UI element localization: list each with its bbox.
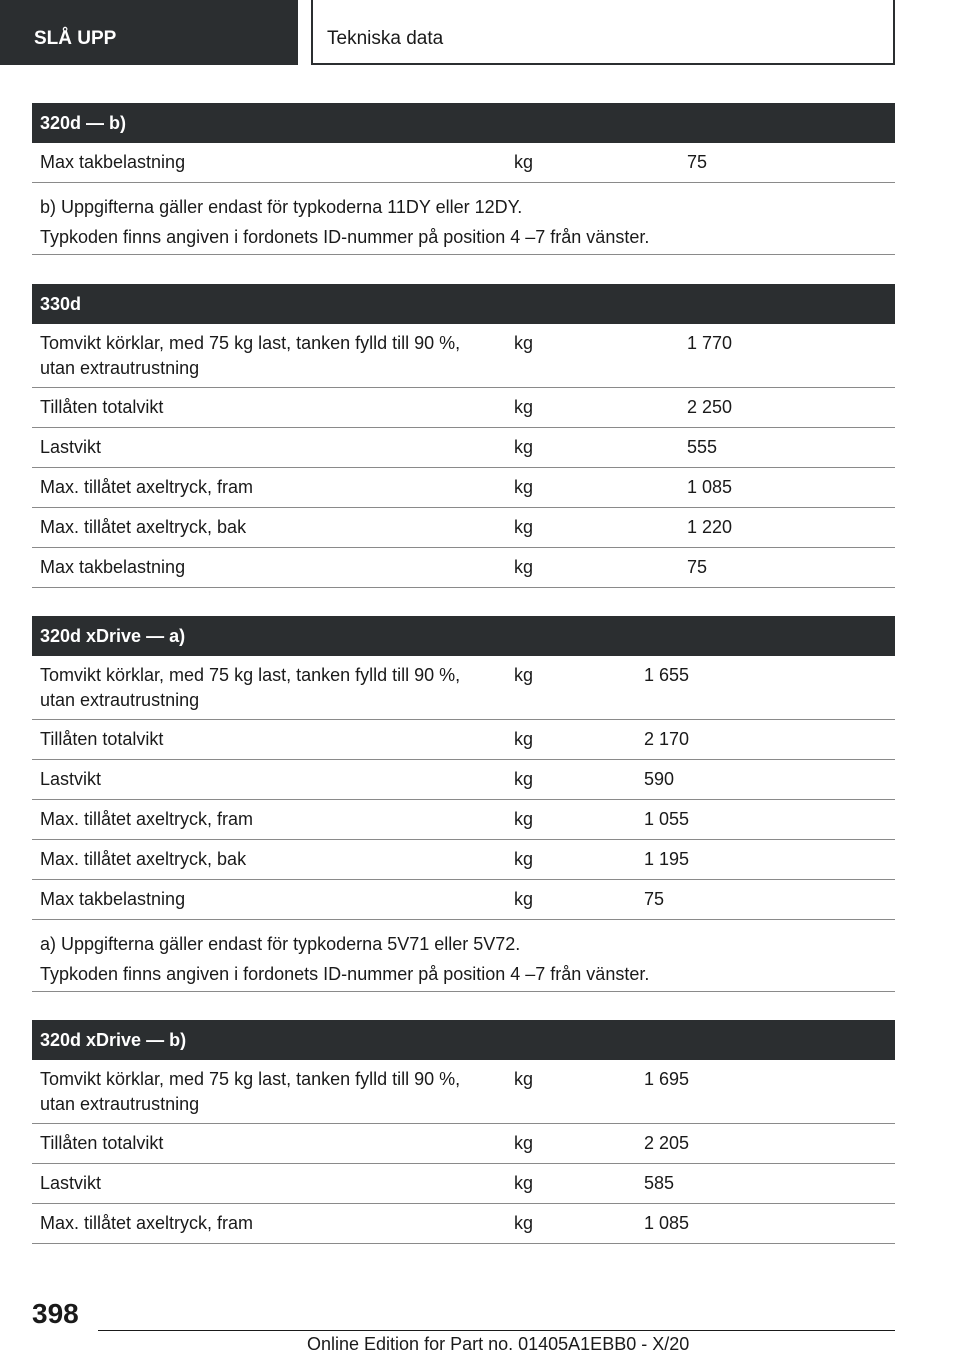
table-row <box>32 800 895 840</box>
section-tab[interactable]: SLÅ UPP <box>0 0 298 65</box>
row-unit: kg <box>514 769 534 789</box>
row-value: 590 <box>644 769 675 789</box>
table-row <box>32 143 895 183</box>
footer-divider <box>98 1330 895 1331</box>
table-title: 320d xDrive — a) <box>32 616 895 656</box>
table-row <box>32 840 895 880</box>
row-value: 1 085 <box>687 477 733 497</box>
table-row <box>32 428 895 468</box>
chapter-title: Tekniska data <box>311 0 895 65</box>
row-value: 1 195 <box>644 849 690 869</box>
table-row <box>32 880 895 920</box>
table-320d-xdrive-a <box>32 616 895 992</box>
footnote-line: a) Uppgifterna gäller endast för typkoderna 5V71 eller 5V72. <box>40 934 521 954</box>
row-label: Max. tillåtet axeltryck, bak <box>40 849 247 869</box>
table-330d <box>32 284 895 588</box>
row-value: 75 <box>644 889 665 909</box>
row-unit: kg <box>514 665 534 685</box>
row-label <box>40 331 510 381</box>
table-footnote <box>32 183 895 255</box>
row-value: 2 250 <box>687 397 733 417</box>
row-label-line: utan extrautrustning <box>40 1094 200 1114</box>
row-value: 1 055 <box>644 809 690 829</box>
row-unit: kg <box>514 397 534 417</box>
row-label <box>40 1067 510 1117</box>
row-unit: kg <box>514 333 534 353</box>
footer-edition: Online Edition for Part no. 01405A1EBB0 - X/20 <box>307 1334 690 1354</box>
row-label-line: Tomvikt körklar, med 75 kg last, tanken fylld till 90 %, <box>40 665 461 685</box>
row-value: 1 770 <box>687 333 733 353</box>
row-label-line: Tomvikt körklar, med 75 kg last, tanken fylld till 90 %, <box>40 1069 461 1089</box>
row-unit: kg <box>514 1173 534 1193</box>
table-title: 320d xDrive — b) <box>32 1020 895 1060</box>
table-row <box>32 656 895 720</box>
row-value: 1 085 <box>644 1213 690 1233</box>
row-label: Max. tillåtet axeltryck, fram <box>40 1213 254 1233</box>
table-row <box>32 468 895 508</box>
row-label: Max takbelastning <box>40 889 186 909</box>
row-unit: kg <box>514 809 534 829</box>
footnote-line: b) Uppgifterna gäller endast för typkoderna 11DY eller 12DY. <box>40 197 523 217</box>
table-row <box>32 388 895 428</box>
row-label: Tillåten totalvikt <box>40 729 164 749</box>
row-value: 555 <box>687 437 718 457</box>
row-label-line: utan extrautrustning <box>40 690 200 710</box>
row-unit: kg <box>514 437 534 457</box>
table-title: 320d — b) <box>32 103 895 143</box>
row-value: 75 <box>687 557 708 577</box>
row-label <box>40 663 510 713</box>
table-row <box>32 1164 895 1204</box>
table-320d-xdrive-b <box>32 1020 895 1244</box>
table-row <box>32 1204 895 1244</box>
row-unit: kg <box>514 152 534 172</box>
table-title: 330d <box>32 284 895 324</box>
table-row <box>32 508 895 548</box>
table-footnote <box>32 920 895 992</box>
row-label: Lastvikt <box>40 1173 102 1193</box>
row-label: Max takbelastning <box>40 152 186 172</box>
row-unit: kg <box>514 1133 534 1153</box>
row-value: 1 220 <box>687 517 733 537</box>
row-unit: kg <box>514 849 534 869</box>
row-value: 1 695 <box>644 1069 690 1089</box>
table-row <box>32 324 895 388</box>
row-unit: kg <box>514 729 534 749</box>
row-unit: kg <box>514 477 534 497</box>
row-unit: kg <box>514 517 534 537</box>
row-unit: kg <box>514 889 534 909</box>
row-value: 2 170 <box>644 729 690 749</box>
table-320d-b <box>32 103 895 255</box>
row-label: Tillåten totalvikt <box>40 1133 164 1153</box>
table-row <box>32 720 895 760</box>
row-label-line: Tomvikt körklar, med 75 kg last, tanken fylld till 90 %, <box>40 333 461 353</box>
row-label: Max. tillåtet axeltryck, bak <box>40 517 247 537</box>
row-unit: kg <box>514 1213 534 1233</box>
row-label: Tillåten totalvikt <box>40 397 164 417</box>
table-row <box>32 548 895 588</box>
footnote-line: Typkoden finns angiven i fordonets ID-nummer på position 4 –7 från vänster. <box>40 227 650 247</box>
row-label: Lastvikt <box>40 437 102 457</box>
footnote-line: Typkoden finns angiven i fordonets ID-nummer på position 4 –7 från vänster. <box>40 964 650 984</box>
table-row <box>32 1060 895 1124</box>
row-value: 2 205 <box>644 1133 690 1153</box>
row-label: Max. tillåtet axeltryck, fram <box>40 477 254 497</box>
page-number: 398 <box>32 1298 79 1329</box>
table-row <box>32 760 895 800</box>
row-value: 585 <box>644 1173 675 1193</box>
table-row <box>32 1124 895 1164</box>
row-value: 1 655 <box>644 665 690 685</box>
row-unit: kg <box>514 1069 534 1089</box>
row-unit: kg <box>514 557 534 577</box>
row-value: 75 <box>687 152 708 172</box>
row-label: Max takbelastning <box>40 557 186 577</box>
row-label: Lastvikt <box>40 769 102 789</box>
row-label: Max. tillåtet axeltryck, fram <box>40 809 254 829</box>
row-label-line: utan extrautrustning <box>40 358 200 378</box>
